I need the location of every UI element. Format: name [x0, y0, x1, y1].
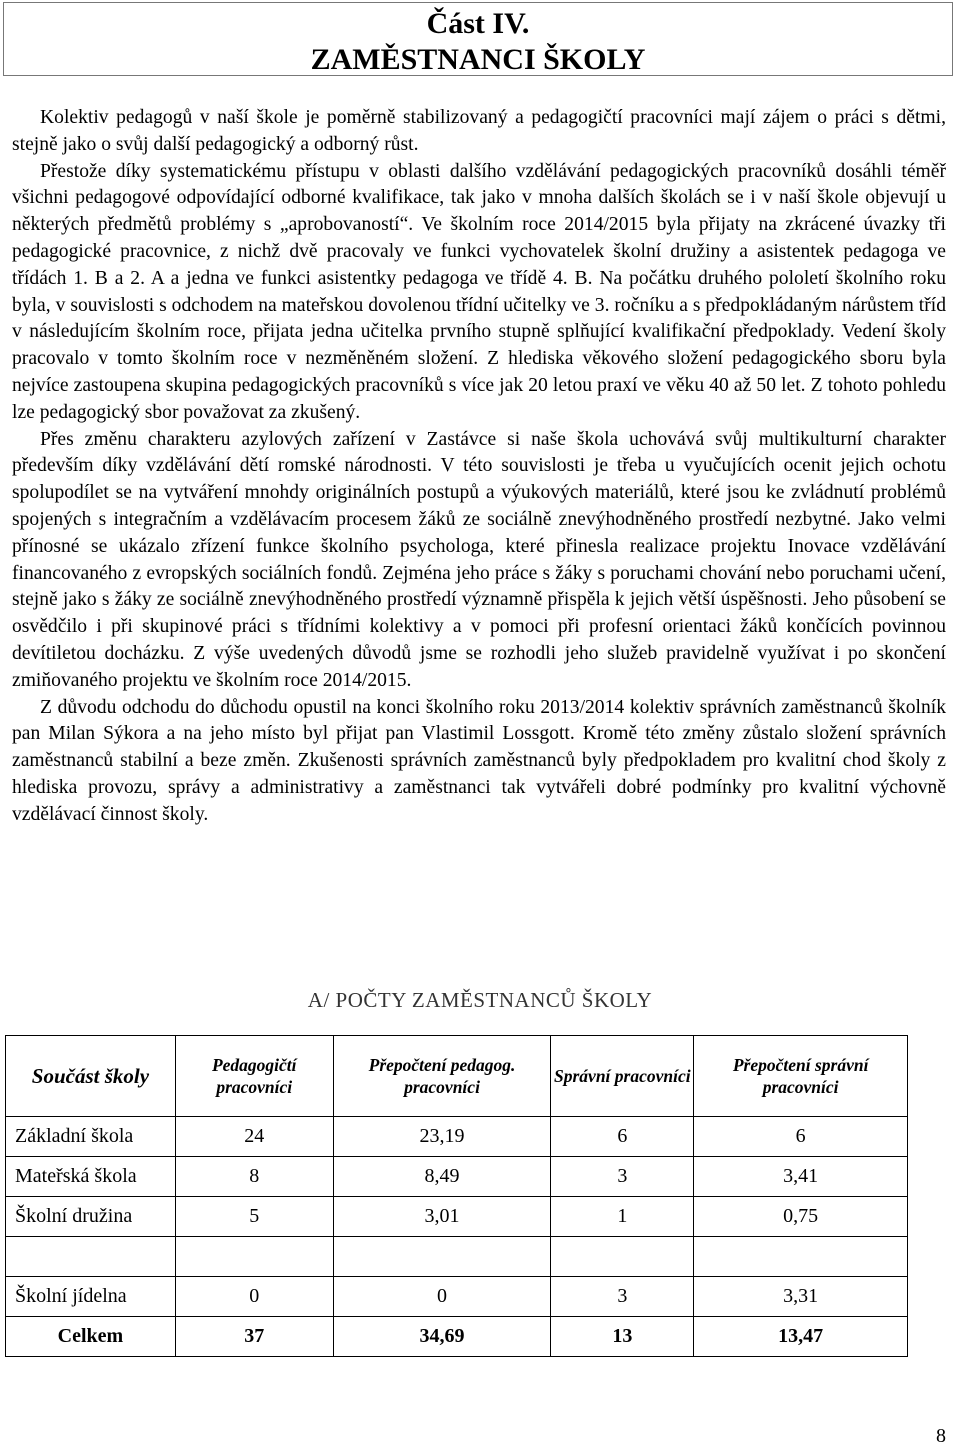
cell-empty — [694, 1237, 908, 1277]
page-title: ZAMĚSTNANCI ŠKOLY — [310, 43, 646, 76]
cell-total-ped-fte: 34,69 — [333, 1317, 551, 1357]
cell-ped-fte: 0 — [333, 1277, 551, 1317]
cell-ped: 0 — [175, 1277, 333, 1317]
part-number: Část IV. — [426, 7, 530, 40]
cell-ped: 5 — [175, 1197, 333, 1237]
cell-ped: 8 — [175, 1157, 333, 1197]
cell-empty — [6, 1237, 176, 1277]
cell-total-adm: 13 — [551, 1317, 694, 1357]
cell-adm: 3 — [551, 1277, 694, 1317]
cell-total-name: Celkem — [6, 1317, 176, 1357]
cell-name: Školní jídelna — [6, 1277, 176, 1317]
cell-name: Základní škola — [6, 1117, 176, 1157]
paragraph-1: Kolektiv pedagogů v naší škole je poměrně stabilizovaný a pedagogičtí pracovníci mají zájem o práci s dětmi, stejně jako o svůj další pedagogický a odborný růst. — [12, 107, 946, 155]
cell-name: Mateřská škola — [6, 1157, 176, 1197]
cell-adm: 3 — [551, 1157, 694, 1197]
cell-total-ped: 37 — [175, 1317, 333, 1357]
cell-adm: 1 — [551, 1197, 694, 1237]
table-row — [6, 1277, 908, 1317]
section-heading: A/ POČTY ZAMĚSTNANCŮ ŠKOLY — [307, 988, 653, 1012]
cell-empty — [175, 1237, 333, 1277]
cell-adm-fte: 3,31 — [694, 1277, 908, 1317]
header-school-part: Součást školy — [6, 1036, 176, 1117]
cell-ped-fte: 8,49 — [333, 1157, 551, 1197]
table-header-row — [6, 1036, 908, 1117]
table-row — [6, 1117, 908, 1157]
cell-total-adm-fte: 13,47 — [694, 1317, 908, 1357]
header-pedagogical-fte: Přepočtení pedagog. pracovníci — [333, 1036, 551, 1117]
body-text — [12, 105, 946, 829]
staff-count-table — [5, 1035, 908, 1357]
cell-name: Školní družina — [6, 1197, 176, 1237]
page-number: 8 — [936, 1425, 946, 1447]
cell-ped: 24 — [175, 1117, 333, 1157]
paragraph-2: Přestože díky systematickému přístupu v oblasti dalšího vzdělávání pedagogických pracovníků dosáhli téměř všichni pedagogové odpovídající odborné kvalifikace, tak jako v mnoha dalších školách se i v naší škole objevují u některých předmětů problémy s „aprobovaností“. Ve školním roce 2014/2015 byla přijaty na zkrácené úvazky tři pedagogické pracovnice, z nichž dvě pracovaly ve funkci vychovatelek školní družiny a asistentek pedagoga ve třídách 1. B a 2. A a jedna ve funkci asistentky pedagoga ve třídě 4. B. Na počátku druhého pololetí školního roku byla, v souvislosti s odchodem na mateřskou dovolenou třídní učitelky ve 3. ročníku a s předpokládaným nárůstem tříd v následujícím školním roce, přijata jedna učitelka prvního stupně splňující kvalifikační předpoklady. Vedení školy pracovalo v tomto školním roce v nezměněném složení. Z hlediska věkového složení pedagogického sboru byla nejvíce zastoupena skupina pedagogických pracovníků s více jak 20 letou praxí ve věku 40 až 50 let. Z tohoto pohledu lze pedagogický sbor považovat za zkušený. — [12, 160, 946, 423]
header-admin-fte: Přepočtení správní pracovníci — [694, 1036, 908, 1117]
cell-empty — [333, 1237, 551, 1277]
table-row-empty — [6, 1237, 908, 1277]
cell-ped-fte: 3,01 — [333, 1197, 551, 1237]
paragraph-3: Přes změnu charakteru azylových zařízení v Zastávce si naše škola uchovává svůj multikulturní charakter především díky vzdělávání dětí romské národnosti. V této souvislosti je třeba u vyučujících ocenit jejich ochotu spolupodílet se na vytváření mnohdy originálních postupů a výukových materiálů, které jsou ke zvládnutí problémů spojených s integračním a vzdělávacím procesem žáků ze sociálně znevýhodněného prostředí nezbytné. Jako velmi přínosné se ukázalo zřízení funkce školního psychologa, které přinesla realizace projektu Inovace vzdělávání financovaného z evropských sociálních fondů. Zejména jeho práce s žáky s poruchami chování nebo poruchami učení, stejně jako s žáky ze sociálně znevýhodněného prostředí významně přispěla k jejich větší úspěšnosti. Jeho působení se osvědčilo i při skupinové práci s třídními kolektivy a v pomoci při profesní orientaci žáků končících povinnou devítiletou docházku. Z výše uvedených důvodů jsme se rozhodli jeho služeb pravidelně využívat i po skončení zmiňovaného projektu ve školním roce 2014/2015. — [12, 428, 946, 691]
table-row — [6, 1197, 908, 1237]
cell-adm-fte: 3,41 — [694, 1157, 908, 1197]
cell-ped-fte: 23,19 — [333, 1117, 551, 1157]
header-pedagogical-staff: Pedagogičtí pracovníci — [175, 1036, 333, 1117]
cell-empty — [551, 1237, 694, 1277]
header-admin-staff: Správní pracovníci — [551, 1036, 694, 1117]
table-row — [6, 1157, 908, 1197]
part-title-box — [3, 2, 953, 76]
table-total-row — [6, 1317, 908, 1357]
cell-adm-fte: 0,75 — [694, 1197, 908, 1237]
paragraph-4: Z důvodu odchodu do důchodu opustil na konci školního roku 2013/2014 kolektiv správních zaměstnanců školník pan Milan Sýkora a na jeho místo byl přijat pan Vlastimil Lossgott. Kromě této změny zůstalo složení správních zaměstnanců stabilní a beze změn. Zkušenosti správních zaměstnanců byly předpokladem pro kvalitní chod školy z hlediska provozu, správy a administrativy a zaměstnanci tak vytvářeli dobré podmínky pro kvalitní výchovně vzdělávací činnost školy. — [12, 696, 946, 825]
cell-adm: 6 — [551, 1117, 694, 1157]
cell-adm-fte: 6 — [694, 1117, 908, 1157]
